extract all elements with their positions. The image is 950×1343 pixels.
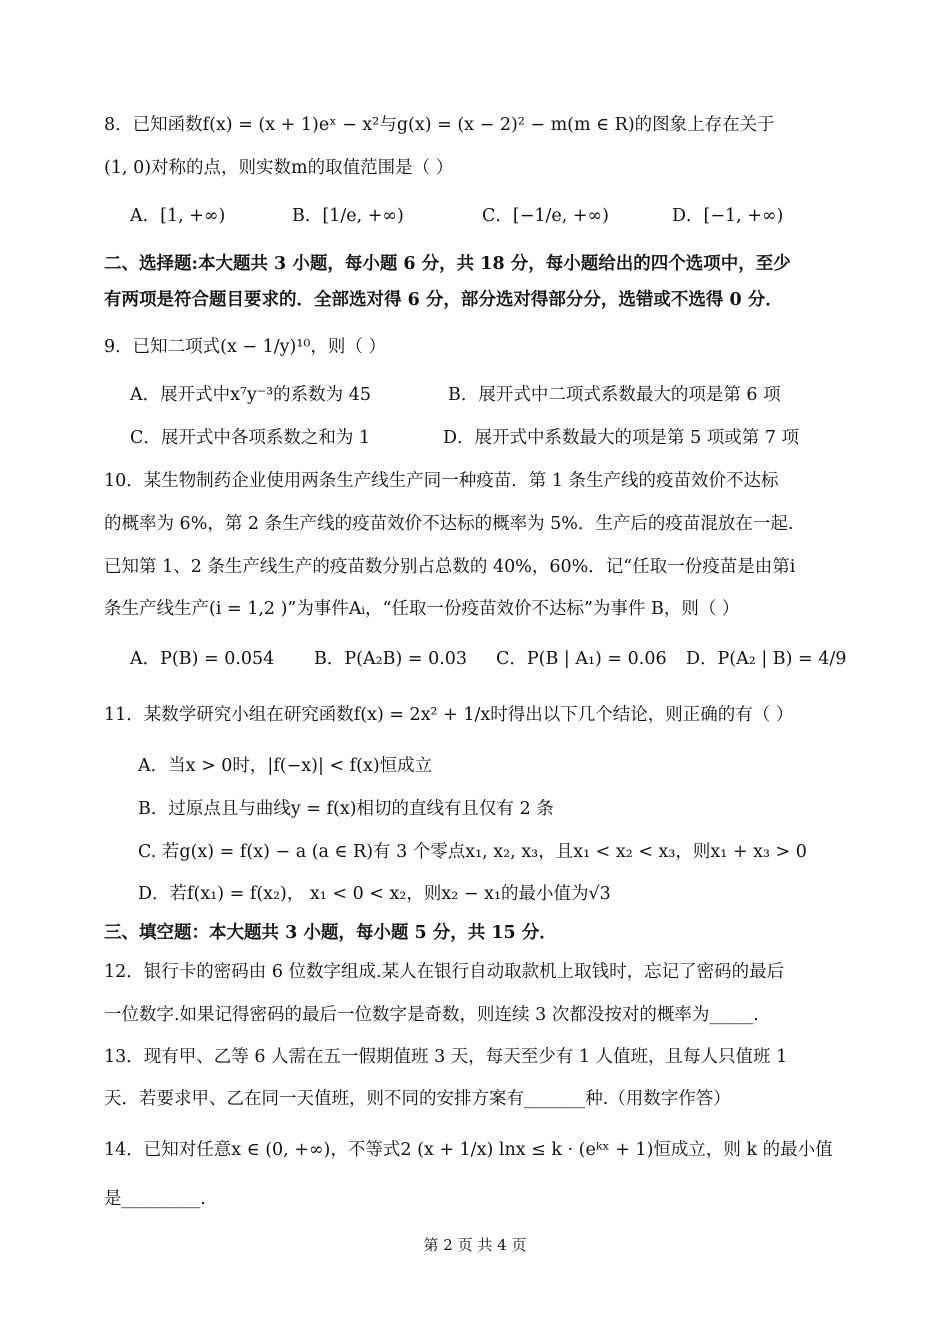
q11-option-d: D．若f(x₁) = f(x₂)， x₁ < 0 < x₂，则x₂ − x₁的最小值为√3 [138,884,611,904]
q8-line-1: 8．已知函数f(x) = (x + 1)eˣ − x²与g(x) = (x − 2)² − m(m ∈ R)的图象上存在关于 [104,115,775,135]
q8-option-c: C．[−1/e, +∞) [482,206,609,226]
q14-line-1: 14．已知对任意x ∈ (0, +∞)，不等式2 (x + 1/x) lnx ≤ k · (eᵏˣ + 1)恒成立，则 k 的最小值 [104,1140,833,1160]
q13-line-2: 天．若要求甲、乙在同一天值班，则不同的安排方案有_______种.（用数字作答） [104,1089,731,1109]
q9-option-b: B．展开式中二项式系数最大的项是第 6 项 [448,385,781,405]
q12-line-2: 一位数字.如果记得密码的最后一位数字是奇数，则连续 3 次都没按对的概率为_____. [104,1005,759,1025]
q10-option-b: B．P(A₂B) = 0.03 [314,649,468,669]
q8-line-2: (1, 0)对称的点，则实数m的取值范围是（ ） [104,158,454,178]
q14-line-2: 是_________. [104,1189,206,1209]
section-2-heading-line-1: 二、选择题:本大题共 3 小题，每小题 6 分，共 18 分，每小题给出的四个选项中，至少 [104,254,791,274]
section-2-heading-line-2: 有两项是符合题目要求的．全部选对得 6 分，部分选对得部分分，选错或不选得 0 分． [104,290,783,310]
q10-line-1: 10．某生物制药企业使用两条生产线生产同一种疫苗．第 1 条生产线的疫苗效价不达标 [104,471,779,491]
q11-option-b: B．过原点且与曲线y = f(x)相切的直线有且仅有 2 条 [138,799,554,819]
q11-option-a: A．当x > 0时，|f(−x)| < f(x)恒成立 [138,756,433,776]
q10-line-3: 已知第 1、2 条生产线生产的疫苗数分别占总数的 40%，60%．记“任取一份疫苗是由第i [104,557,796,577]
q10-option-a: A．P(B) = 0.054 [130,649,275,669]
page-number-footer: 第 2 页 共 4 页 [423,1236,527,1254]
q10-option-d: D．P(A₂ | B) = 4/9 [686,649,847,669]
q8-option-d: D．[−1, +∞) [672,206,784,226]
q13-line-1: 13．现有甲、乙等 6 人需在五一假期值班 3 天，每天至少有 1 人值班，且每人只值班 1 [104,1047,788,1067]
q10-line-2: 的概率为 6%，第 2 条生产线的疫苗效价不达标的概率为 5%．生产后的疫苗混放在一起. [104,514,794,534]
q9-option-c: C．展开式中各项系数之和为 1 [130,428,371,448]
q9-option-d: D．展开式中系数最大的项是第 5 项或第 7 项 [443,428,800,448]
q8-option-b: B．[1/e, +∞) [292,206,404,226]
q11-stem: 11．某数学研究小组在研究函数f(x) = 2x² + 1/x时得出以下几个结论，则正确的有（ ） [104,705,794,725]
q11-option-c: C. 若g(x) = f(x) − a (a ∈ R)有 3 个零点x₁, x₂, x₃，且x₁ < x₂ < x₃，则x₁ + x₃ > 0 [138,842,807,862]
q10-line-4: 条生产线生产(i = 1,2 )”为事件Aᵢ，“任取一份疫苗效价不达标”为事件 B，则（ ） [104,599,740,619]
section-3-heading: 三、填空题：本大题共 3 小题，每小题 5 分，共 15 分． [104,923,557,943]
q8-option-a: A．[1, +∞) [130,206,226,226]
q9-stem: 9．已知二项式(x − 1/y)¹⁰，则（ ） [104,337,386,357]
q12-line-1: 12．银行卡的密码由 6 位数字组成.某人在银行自动取款机上取钱时，忘记了密码的最后 [104,962,785,982]
q10-option-c: C．P(B | A₁) = 0.06 [496,649,667,669]
q9-option-a: A．展开式中x⁷y⁻³的系数为 45 [130,385,371,405]
